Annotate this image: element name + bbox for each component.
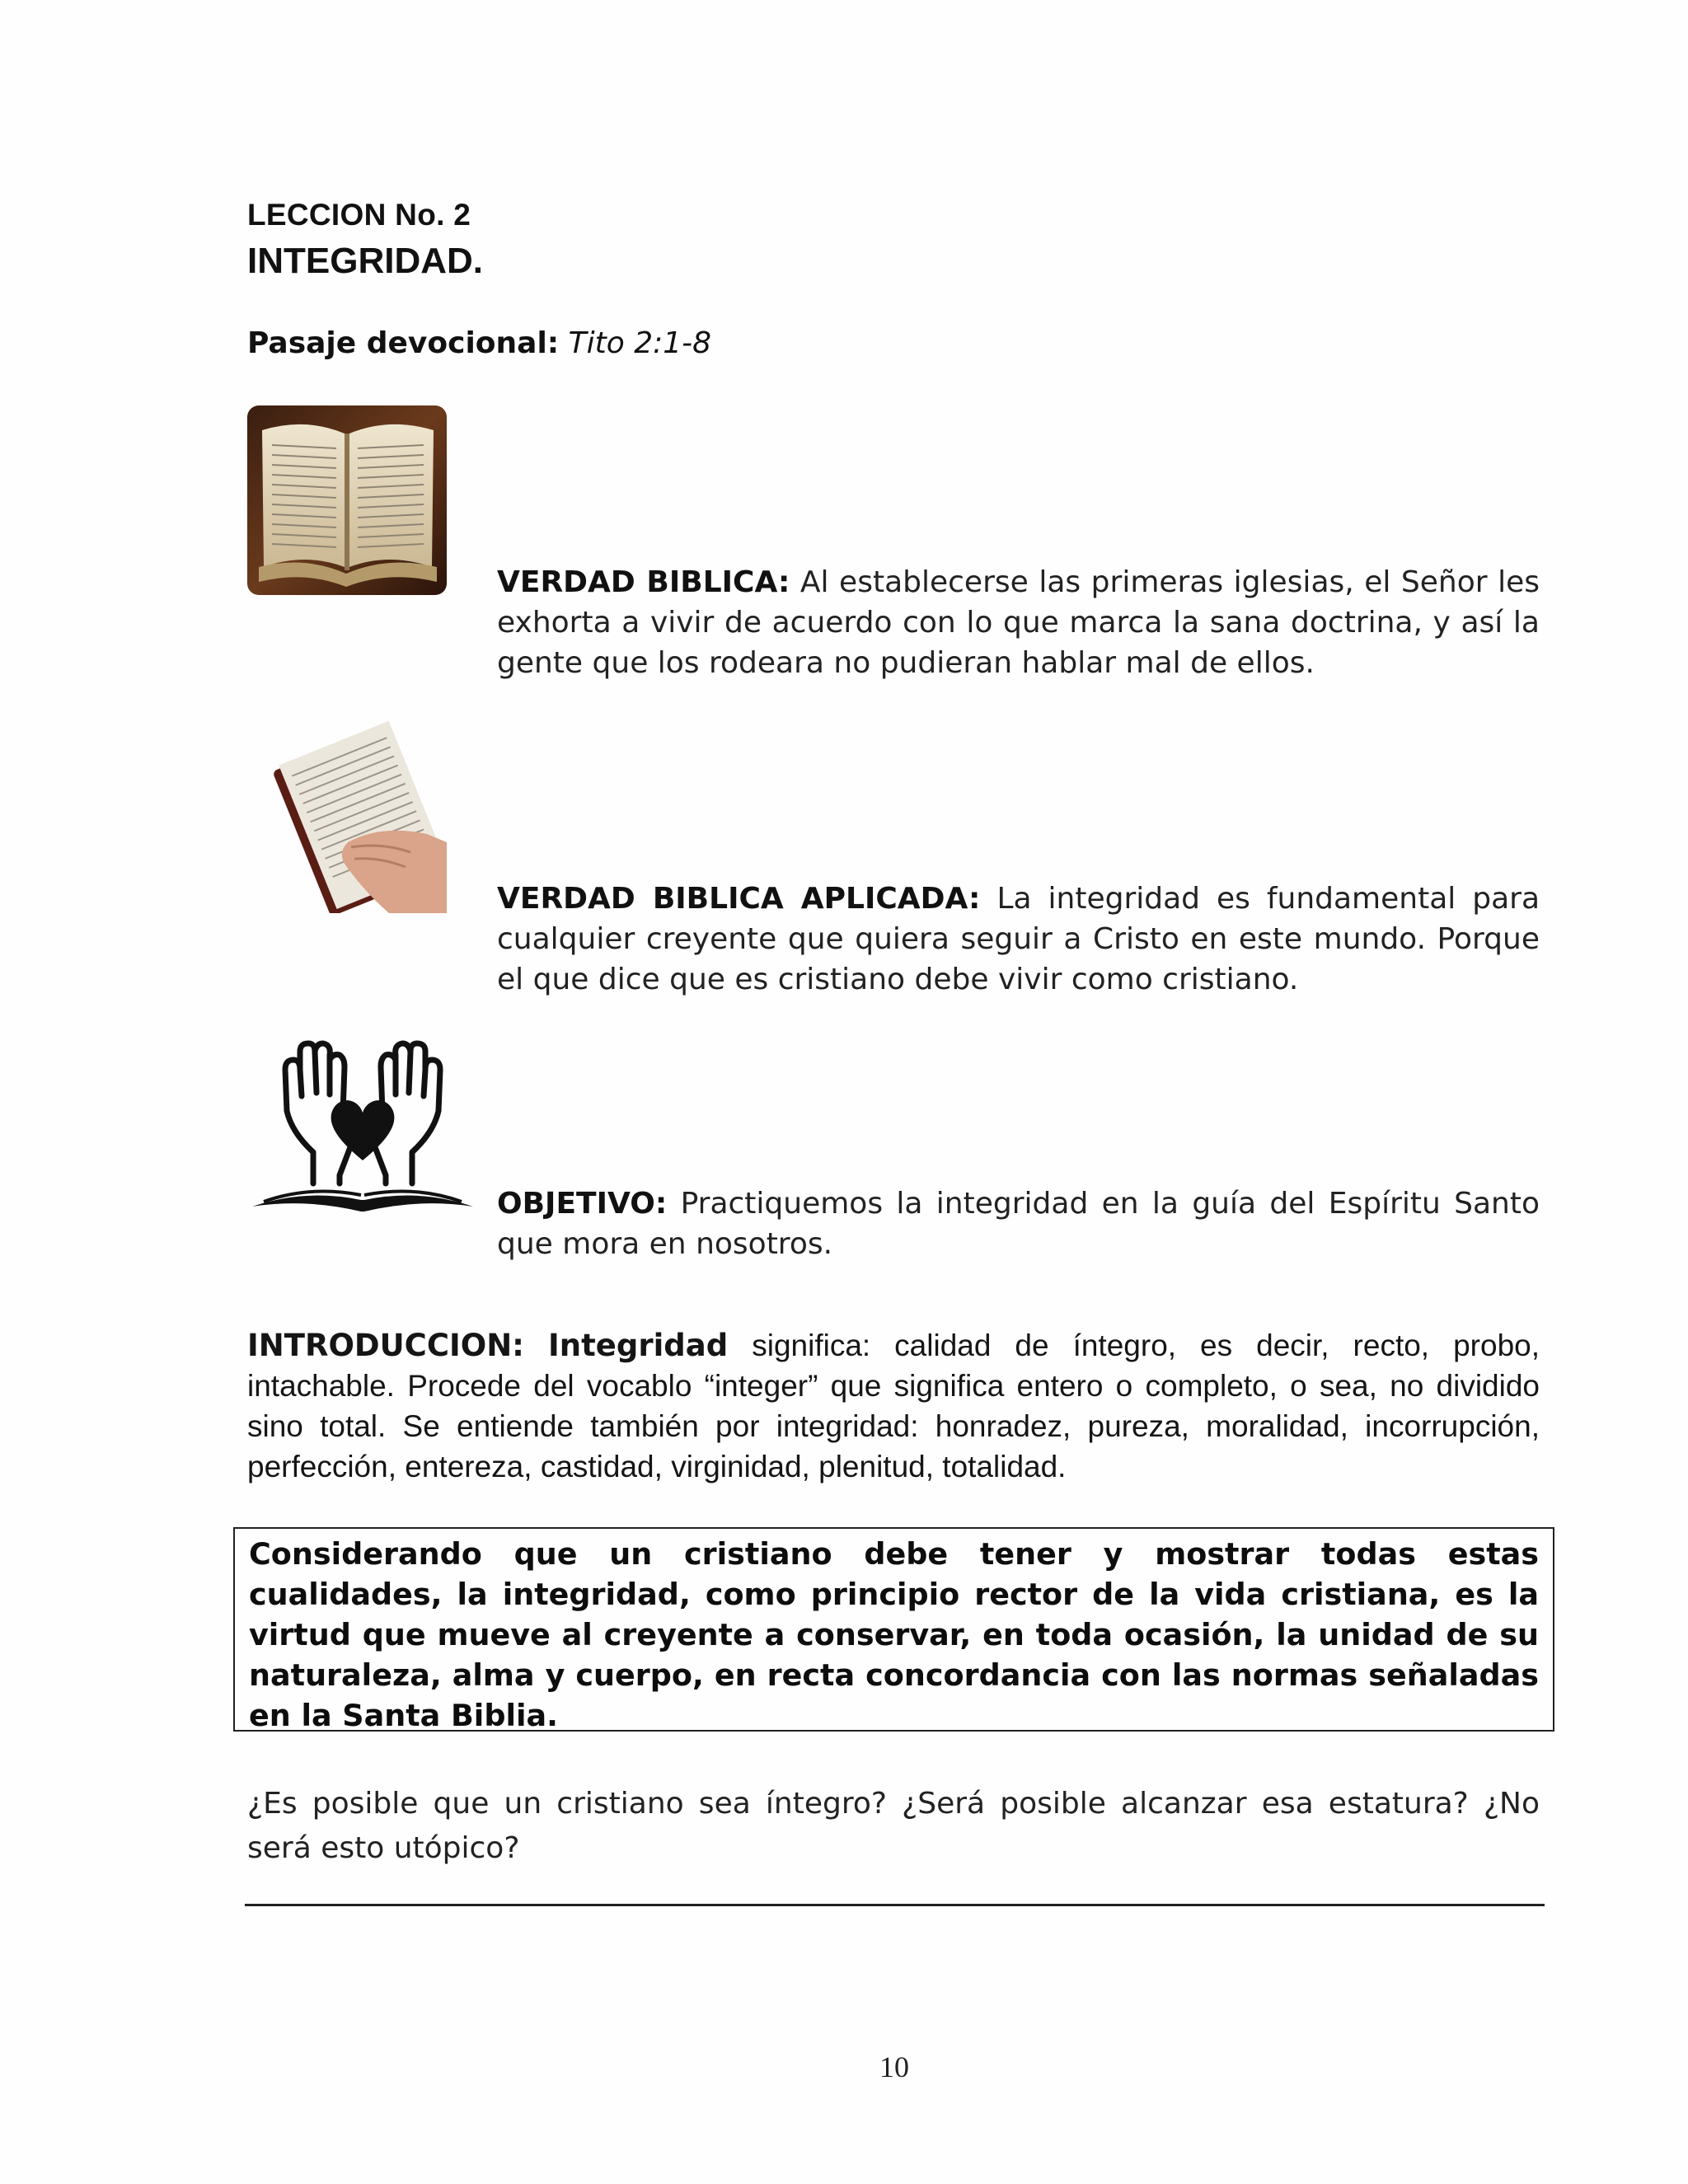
answer-line (245, 1904, 1545, 1906)
introduction-term: Integridad (547, 1328, 729, 1363)
lesson-title: INTEGRIDAD. (247, 241, 483, 281)
verdad-aplicada-label: VERDAD BIBLICA APLICADA: (497, 882, 981, 916)
introduction-text: significa: calidad de íntegro, es decir, recto, probo, intachable. Procede del vocablo “integer” que significa entero o completo, o sea, no dividido sino total. Se entiende también por integridad: honradez, pureza, moralidad, incorrupción, perfección, entereza, castidad, virginidad, plenitud, totalidad. (247, 1329, 1540, 1483)
objetivo-section (497, 1183, 1540, 1264)
introduction-label: INTRODUCCION: (247, 1328, 524, 1363)
hands-heart-bible-icon (247, 1037, 478, 1220)
page-number: 10 (879, 2050, 909, 2083)
bible-reading-hand-icon (265, 719, 447, 913)
devotional-label: Pasaje devocional: (247, 326, 560, 360)
introduction-paragraph (247, 1325, 1540, 1487)
verdad-biblica-section (497, 562, 1540, 683)
devotional-passage (247, 326, 711, 360)
open-bible-icon (247, 405, 447, 595)
reflection-questions: ¿Es posible que un cristiano sea íntegro? ¿Será posible alcanzar esa estatura? ¿No será esto utópico? (247, 1787, 1540, 1865)
verdad-biblica-label: VERDAD BIBLICA: (497, 565, 790, 599)
objetivo-text: Practiquemos la integridad en la guía del Espíritu Santo que mora en nosotros. (497, 1187, 1540, 1261)
highlight-box: Considerando que un cristiano debe tener y mostrar todas estas cualidades, la integridad, como principio rector de la vida cristiana, es la virtud que mueve al creyente a conservar, en toda ocasión, la unidad de su naturaleza, alma y cuerpo, en recta concordancia con las normas señaladas en la Santa Biblia. (233, 1527, 1554, 1732)
objetivo-label: OBJETIVO: (497, 1187, 668, 1221)
lesson-number: LECCION No. 2 (247, 198, 471, 232)
verdad-aplicada-text: La integridad es fundamental para cualquier creyente que quiera seguir a Cristo en este mundo. Porque el que dice que es cristiano debe vivir como cristiano. (497, 882, 1540, 996)
verdad-aplicada-section (497, 879, 1540, 1000)
verdad-biblica-text: Al establecerse las primeras iglesias, el Señor les exhorta a vivir de acuerdo con lo que marca la sana doctrina, y así la gente que los rodeara no pudieran hablar mal de ellos. (497, 565, 1540, 680)
devotional-reference: Tito 2:1-8 (568, 326, 712, 360)
